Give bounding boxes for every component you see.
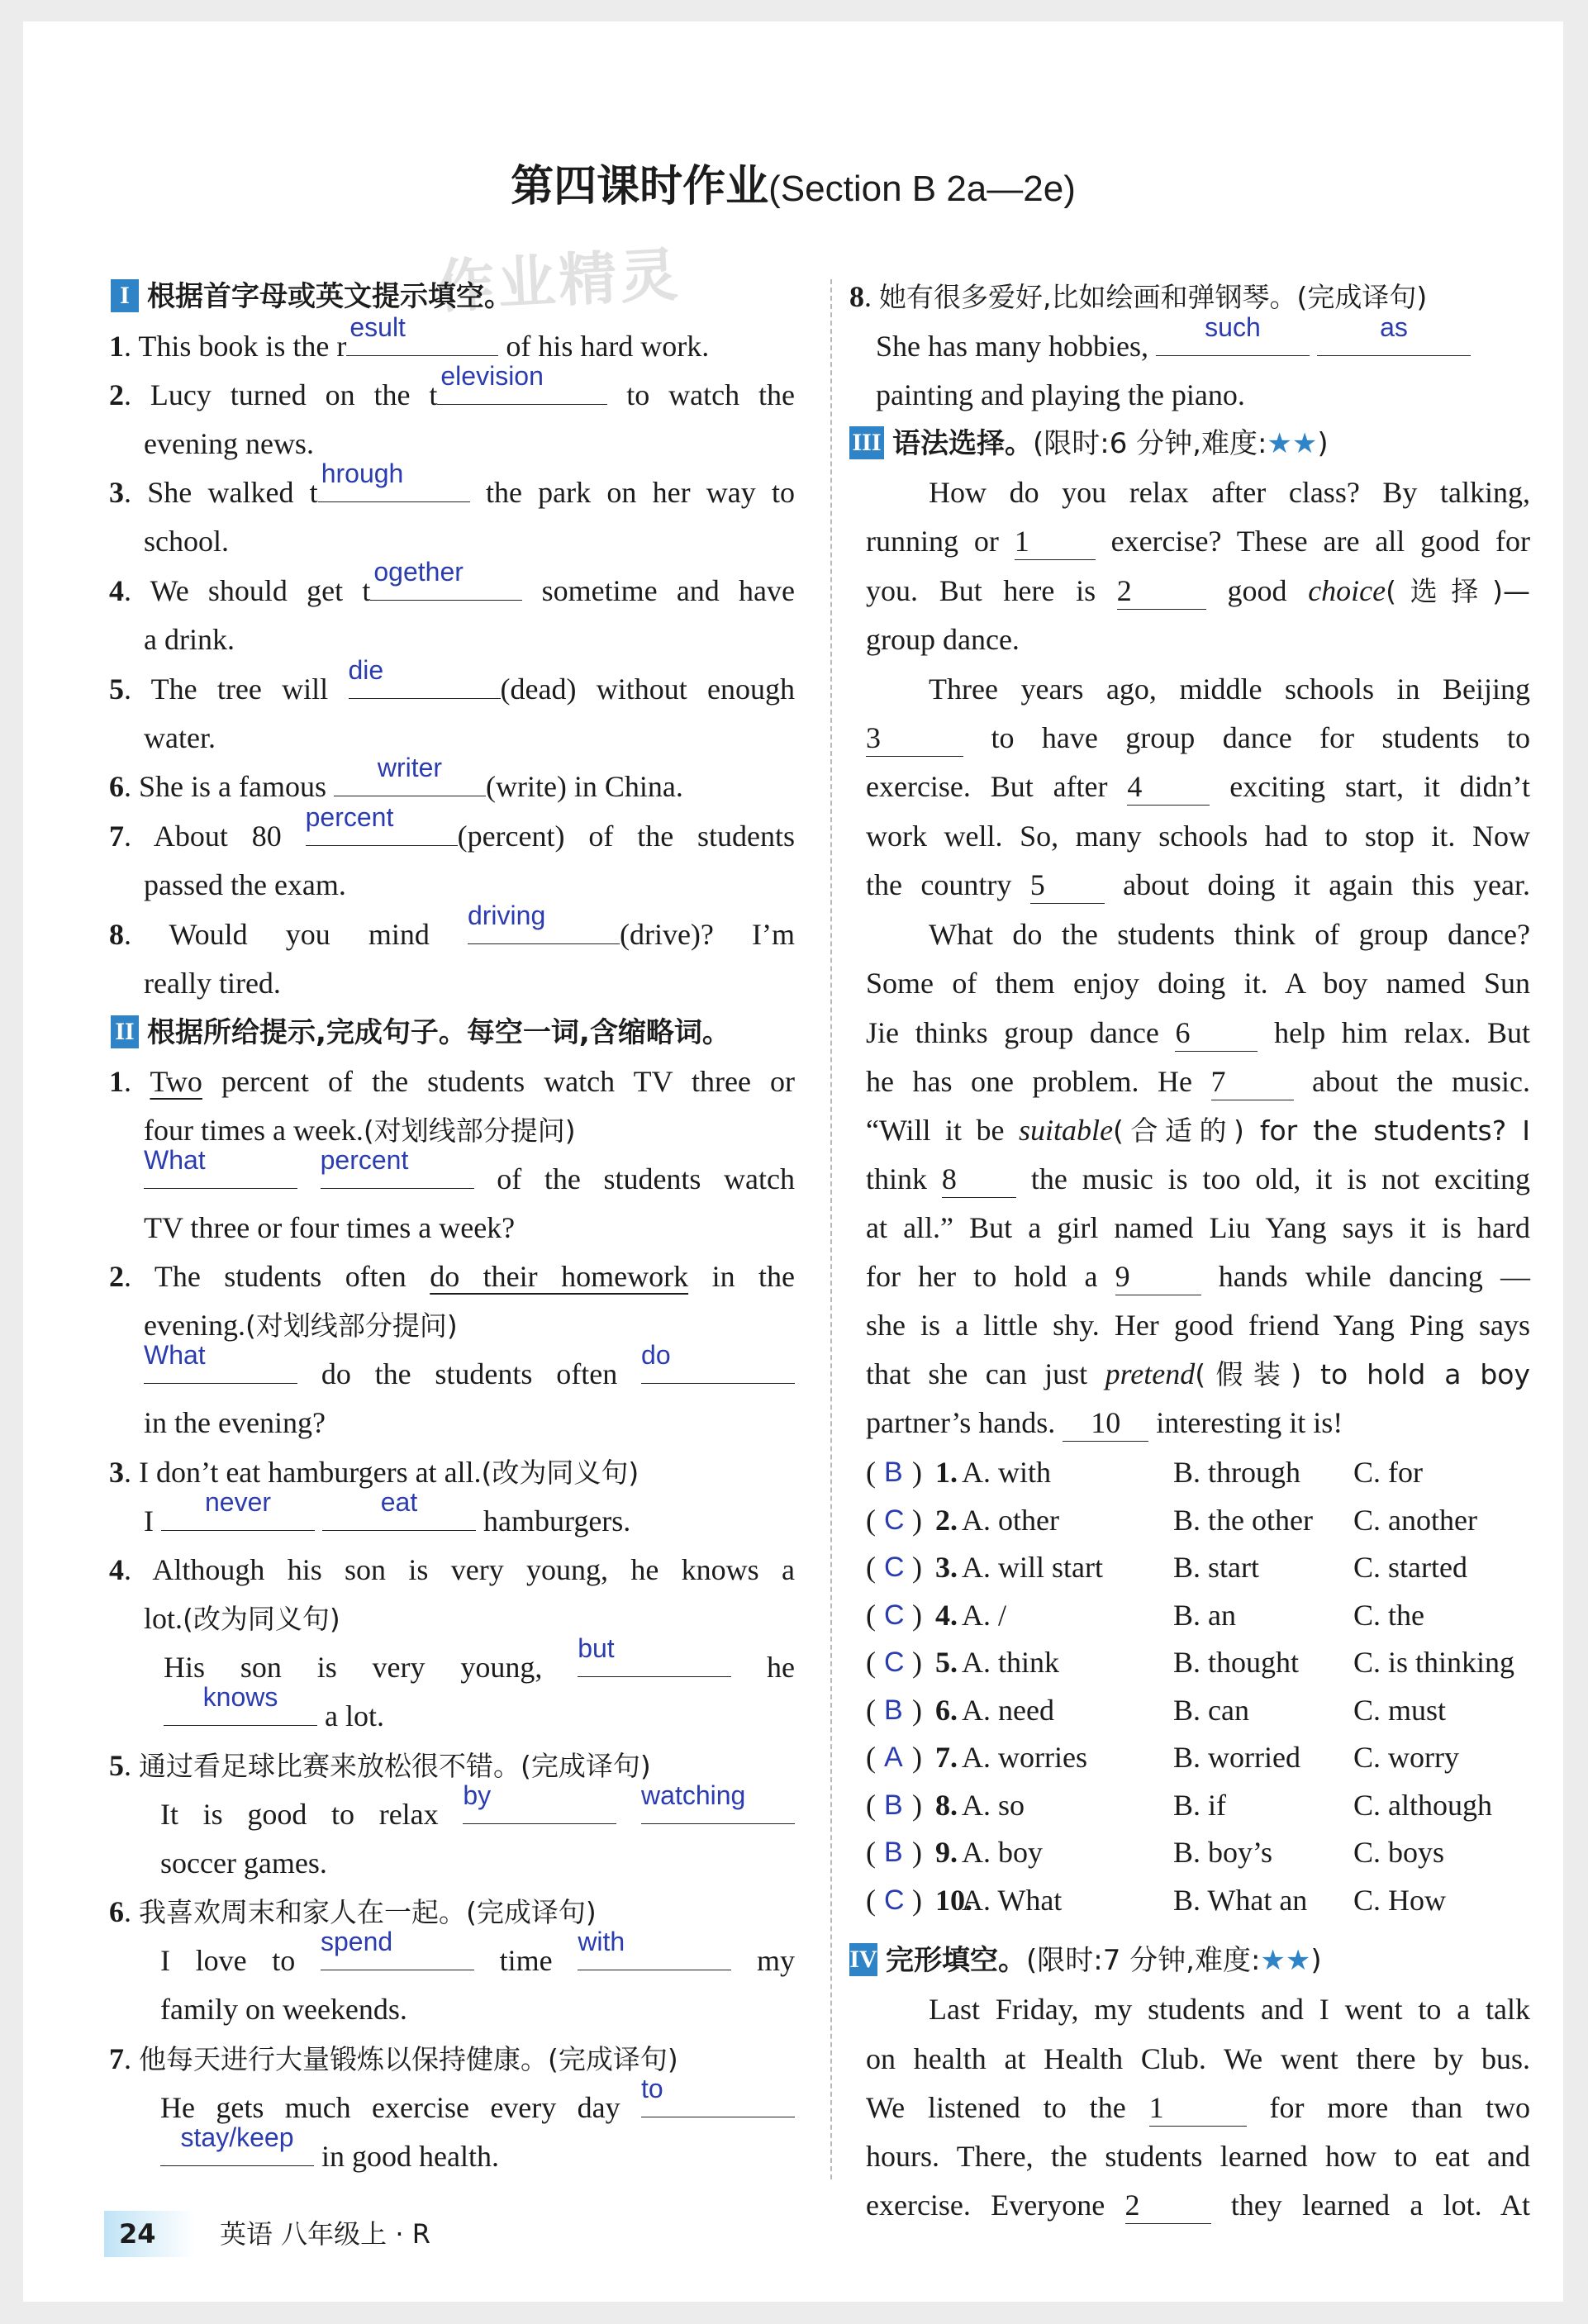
option-a[interactable]: A. think xyxy=(962,1646,1060,1679)
option-row xyxy=(866,1828,1530,1876)
paren-open: ( xyxy=(866,1456,876,1489)
paren-open: ( xyxy=(866,1741,876,1774)
passage-line: 3 to have group dance for students to xyxy=(866,714,1530,762)
passage-line: exercise. But after 4 exciting start, it didn’t xyxy=(866,763,1530,810)
passage-line: on health at Health Club. We went there by bus. xyxy=(866,2042,1530,2075)
option-a[interactable]: A. will start xyxy=(962,1551,1103,1584)
paren-close: ) xyxy=(912,1788,922,1822)
paren-close: ) xyxy=(912,1836,922,1869)
option-a[interactable]: A. / xyxy=(962,1598,1006,1632)
passage-line: work well. So, many schools had to stop it. Now xyxy=(866,820,1530,853)
answer-blank[interactable]: with xyxy=(578,1927,625,1956)
question-number: 7. xyxy=(935,1741,958,1774)
s1-q8: 8. Would you mind driving (drive)? I’m xyxy=(109,901,795,951)
blank-8: 8 xyxy=(942,1161,1016,1198)
option-c[interactable]: C. for xyxy=(1353,1456,1423,1489)
blank-2: 2 xyxy=(1117,573,1206,610)
passage-line: group dance. xyxy=(866,623,1020,656)
section-3-badge: III xyxy=(849,426,884,459)
option-c[interactable]: C. must xyxy=(1353,1693,1447,1727)
option-b[interactable]: B. thought xyxy=(1173,1646,1300,1679)
answer-blank[interactable]: esult xyxy=(349,312,406,342)
option-row xyxy=(866,1876,1530,1924)
s1-q2: 2. Lucy turned on the t elevision to watch the xyxy=(109,361,795,411)
question-number: 2. xyxy=(935,1503,958,1537)
blank-5: 5 xyxy=(1030,867,1105,904)
answer-blank[interactable]: elevision xyxy=(440,361,544,391)
paren-close: ) xyxy=(912,1598,922,1632)
passage-line: Jie thinks group dance 6 help him relax. But xyxy=(866,1009,1530,1057)
selected-answer[interactable]: B xyxy=(884,1694,903,1726)
blank-7: 7 xyxy=(1211,1063,1294,1100)
section-4-heading: IV 完形填空。(限时:7 分钟,难度:★★) xyxy=(849,1944,1322,1977)
option-row xyxy=(866,1591,1530,1639)
s2-q7-line3: stay/keep in good health. xyxy=(160,2132,499,2180)
s2-q8-line3: painting and playing the piano. xyxy=(876,378,1245,411)
paren-close: ) xyxy=(912,1741,922,1774)
s2-q4-line3: His son is very young, but he xyxy=(164,1633,796,1684)
paren-open: ( xyxy=(866,1598,876,1632)
s2-q2-line2: evening.(对划线部分提问) xyxy=(144,1309,458,1342)
answer-blank[interactable]: stay/keep xyxy=(180,2122,294,2152)
passage-line: running or 1 exercise? These are all good for xyxy=(866,517,1530,565)
s2-q7-line2: He gets much exercise every day to xyxy=(160,2084,795,2132)
option-row xyxy=(866,1733,1530,1781)
s1-q7-cont: passed the exam. xyxy=(144,868,346,901)
option-b[interactable]: B. boy’s xyxy=(1173,1836,1273,1869)
cloze-blank-1: 1 xyxy=(1149,2089,1247,2127)
option-b[interactable]: B. through xyxy=(1173,1456,1301,1489)
s2-q1-line3: What percent of the students watch xyxy=(144,1145,796,1195)
option-a[interactable]: A. boy xyxy=(962,1836,1043,1869)
s2-q8-line2: She has many hobbies, such as xyxy=(876,322,1471,370)
s1-q5-cont: water. xyxy=(144,721,216,754)
passage-line: “Will it be suitable(合适的) for the students? I xyxy=(866,1114,1530,1147)
paren-close: ) xyxy=(912,1503,922,1537)
passage-line: at all.” But a girl named Liu Yang says it is hard xyxy=(866,1211,1530,1244)
option-a[interactable]: A. other xyxy=(962,1503,1059,1537)
paren-close: ) xyxy=(912,1551,922,1584)
s2-q7: 7. 他每天进行大量锻炼以保持健康。(完成译句) xyxy=(109,2042,678,2075)
passage-line: he has one problem. He 7 about the music. xyxy=(866,1057,1530,1105)
s2-q5-line3: soccer games. xyxy=(160,1846,327,1880)
answer-blank[interactable]: What xyxy=(144,1340,206,1370)
answer-blank[interactable]: ogether xyxy=(373,557,464,587)
option-b[interactable]: B. can xyxy=(1173,1693,1249,1727)
answer-blank[interactable]: spend xyxy=(320,1927,393,1956)
option-a[interactable]: A. with xyxy=(962,1456,1051,1489)
passage-line: Some of them enjoy doing it. A boy named Sun xyxy=(866,967,1530,1000)
section-3-heading: III 语法选择。(限时:6 分钟,难度:★★) xyxy=(849,420,1329,468)
option-b[interactable]: B. start xyxy=(1173,1551,1259,1584)
answer-blank[interactable]: die xyxy=(348,655,384,685)
paren-close: ) xyxy=(912,1883,922,1917)
s2-q1: 1. Two percent of the students watch TV three or xyxy=(109,1065,795,1098)
paren-open: ( xyxy=(866,1883,876,1917)
paren-open: ( xyxy=(866,1551,876,1584)
option-c[interactable]: C. worry xyxy=(1353,1741,1459,1774)
title-main: 第四课时作业 xyxy=(511,162,769,211)
question-number: 9. xyxy=(935,1836,958,1869)
s1-q4: 4. We should get t ogether sometime and have xyxy=(109,557,795,607)
question-number: 3. xyxy=(935,1551,958,1584)
answer-blank[interactable]: driving xyxy=(467,901,546,930)
section-4-badge: IV xyxy=(849,1943,877,1976)
s2-q3-line2: I never eat hamburgers. xyxy=(144,1487,631,1537)
cloze-blank-2: 2 xyxy=(1125,2187,1211,2224)
option-a[interactable]: A. worries xyxy=(962,1741,1087,1774)
column-divider xyxy=(830,279,832,2179)
passage-line: think 8 the music is too old, it is not exciting xyxy=(866,1155,1530,1203)
s2-q2: 2. The students often do their homework in the xyxy=(109,1260,796,1293)
passage-line: the country 5 about doing it again this year. xyxy=(866,861,1530,909)
s2-q1-line2: four times a week.(对划线部分提问) xyxy=(144,1114,576,1147)
blank-6: 6 xyxy=(1175,1015,1258,1052)
option-c[interactable]: C. the xyxy=(1353,1598,1424,1632)
blank-9: 9 xyxy=(1115,1258,1201,1295)
option-b[interactable]: B. if xyxy=(1173,1788,1227,1822)
option-row xyxy=(866,1638,1530,1686)
passage-line: she is a little shy. Her good friend Yang Ping says xyxy=(866,1309,1530,1342)
s1-q7: 7. About 80 percent (percent) of the students xyxy=(109,802,796,853)
option-c[interactable]: C. started xyxy=(1353,1551,1467,1584)
option-row xyxy=(866,1781,1530,1829)
answer-blank[interactable]: to xyxy=(641,2074,663,2103)
selected-answer[interactable]: C xyxy=(884,1884,905,1916)
s1-q6: 6. She is a famous writer (write) in China. xyxy=(109,753,683,803)
paren-open: ( xyxy=(866,1836,876,1869)
passage-line: exercise. Everyone 2 they learned a lot. At xyxy=(866,2181,1530,2229)
blank-3: 3 xyxy=(866,720,963,757)
answer-blank[interactable]: percent xyxy=(320,1145,409,1175)
answer-blank[interactable]: eat xyxy=(380,1487,418,1517)
selected-answer[interactable]: C xyxy=(884,1647,905,1678)
s2-q2-line3: What do the students often do xyxy=(144,1350,795,1398)
selected-answer[interactable]: B xyxy=(884,1789,903,1821)
passage-line: hours. There, the students learned how to eat and xyxy=(866,2140,1530,2173)
passage-line: for her to hold a 9 hands while dancing — xyxy=(866,1252,1530,1300)
selected-answer[interactable]: C xyxy=(884,1504,905,1536)
difficulty-stars: ★★ xyxy=(1260,1944,1311,1977)
answer-blank[interactable]: such xyxy=(1205,312,1261,342)
title-sub: (Section B 2a—2e) xyxy=(768,169,1076,209)
option-b[interactable]: B. the other xyxy=(1173,1503,1313,1537)
s1-q8-cont: really tired. xyxy=(144,967,281,1000)
option-b[interactable]: B. an xyxy=(1173,1598,1236,1632)
option-c[interactable]: C. another xyxy=(1353,1503,1477,1537)
page-title xyxy=(23,157,1563,219)
answer-blank[interactable]: hrough xyxy=(321,459,404,488)
s1-q2-cont: evening news. xyxy=(144,427,314,460)
option-row xyxy=(866,1686,1530,1734)
question-number: 5. xyxy=(935,1646,958,1679)
page-number: 24 xyxy=(104,2211,195,2257)
paren-open: ( xyxy=(866,1503,876,1537)
option-row xyxy=(866,1543,1530,1591)
s2-q5: 5. 通过看足球比赛来放松很不错。(完成译句) xyxy=(109,1749,651,1782)
paren-close: ) xyxy=(912,1693,922,1727)
option-row xyxy=(866,1496,1530,1544)
question-number: 10. xyxy=(935,1883,972,1917)
blank-4: 4 xyxy=(1127,768,1210,806)
s2-q2-line4: in the evening? xyxy=(144,1406,326,1439)
section-1-heading: I 根据首字母或英文提示填空。 xyxy=(111,273,512,321)
s2-q5-line2: It is good to relax by watching xyxy=(160,1790,795,1838)
answer-blank[interactable]: do xyxy=(641,1340,671,1370)
passage-line: How do you relax after class? By talking, xyxy=(929,476,1530,509)
workbook-page xyxy=(23,21,1563,2302)
selected-answer[interactable]: C xyxy=(884,1552,905,1583)
watermark: 作业精灵 xyxy=(435,240,683,321)
answer-blank[interactable]: writer xyxy=(377,753,443,782)
passage-line: that she can just pretend(假装) to hold a boy xyxy=(866,1357,1530,1390)
s2-q4-line2: lot.(改为同义句) xyxy=(144,1602,340,1635)
s1-q3: 3. She walked t hrough the park on her way to xyxy=(109,459,796,509)
selected-answer[interactable]: B xyxy=(884,1837,903,1868)
s1-q4-cont: a drink. xyxy=(144,623,235,656)
question-number: 8. xyxy=(935,1788,958,1822)
answer-blank[interactable]: percent xyxy=(305,802,394,832)
s2-q1-line4: TV three or four times a week? xyxy=(144,1211,516,1244)
question-number: 6. xyxy=(935,1693,958,1727)
s2-q6: 6. 我喜欢周末和家人在一起。(完成译句) xyxy=(109,1895,597,1928)
question-number: 1. xyxy=(935,1456,958,1489)
passage-line: Last Friday, my students and I went to a talk xyxy=(929,1993,1530,2026)
paren-open: ( xyxy=(866,1788,876,1822)
answer-blank[interactable]: watching xyxy=(641,1780,746,1810)
selected-answer[interactable]: A xyxy=(884,1742,903,1773)
question-number: 4. xyxy=(935,1598,958,1632)
answer-blank[interactable]: knows xyxy=(202,1682,278,1712)
s2-q6-line2: I love to spend time with my xyxy=(160,1927,795,1977)
section-2-heading: II 根据所给提示,完成句子。每空一词,含缩略词。 xyxy=(111,1009,730,1057)
passage-line: Three years ago, middle schools in Beijing xyxy=(929,672,1530,706)
s1-q5: 5. The tree will die (dead) without enough xyxy=(109,655,796,706)
option-row xyxy=(866,1448,1530,1496)
s2-q6-line3: family on weekends. xyxy=(160,1993,407,2026)
page-footer xyxy=(104,2211,430,2257)
paren-close: ) xyxy=(912,1456,922,1489)
s1-q1: 1. This book is the r esult of his hard work. xyxy=(109,312,710,363)
option-c[interactable]: C. boys xyxy=(1353,1836,1445,1869)
answer-blank[interactable]: but xyxy=(578,1633,615,1663)
answer-blank[interactable]: never xyxy=(204,1487,272,1517)
paren-open: ( xyxy=(866,1646,876,1679)
s2-q3: 3. I don’t eat hamburgers at all.(改为同义句) xyxy=(109,1456,639,1489)
passage-line: you. But here is 2 good choice(选择)— xyxy=(866,567,1530,615)
selected-answer[interactable]: B xyxy=(884,1457,903,1488)
s1-q3-cont: school. xyxy=(144,525,229,558)
answer-blank[interactable]: as xyxy=(1380,312,1408,342)
option-c[interactable]: C. although xyxy=(1353,1788,1492,1822)
option-c[interactable]: C. is thinking xyxy=(1353,1646,1515,1679)
option-a[interactable]: A. need xyxy=(962,1693,1054,1727)
s2-q8: 8. 她有很多爱好,比如绘画和弹钢琴。(完成译句) xyxy=(849,280,1428,313)
passage-line: What do the students think of group dance? xyxy=(929,918,1530,951)
section-1-badge: I xyxy=(111,279,139,312)
option-c[interactable]: C. How xyxy=(1353,1883,1447,1917)
blank-1: 1 xyxy=(1015,523,1096,560)
option-b[interactable]: B. worried xyxy=(1173,1741,1300,1774)
answer-blank[interactable]: by xyxy=(463,1780,492,1810)
option-b[interactable]: B. What an xyxy=(1173,1883,1308,1917)
option-a[interactable]: A. so xyxy=(962,1788,1025,1822)
difficulty-stars: ★★ xyxy=(1267,427,1318,460)
section-2-badge: II xyxy=(111,1015,139,1048)
book-info: 英语 八年级上 · R xyxy=(220,2218,430,2250)
option-a[interactable]: A. What xyxy=(962,1883,1063,1917)
s2-q4-line4: knows a lot. xyxy=(164,1692,384,1740)
selected-answer[interactable]: C xyxy=(884,1599,905,1631)
paren-close: ) xyxy=(912,1646,922,1679)
passage-line: partner’s hands. 10 interesting it is! xyxy=(866,1399,1343,1447)
s2-q4: 4. Although his son is very young, he knows a xyxy=(109,1553,796,1586)
answer-blank[interactable]: What xyxy=(144,1145,206,1175)
paren-open: ( xyxy=(866,1693,876,1727)
passage-line: We listened to the 1 for more than two xyxy=(866,2084,1530,2132)
blank-10: 10 xyxy=(1063,1404,1148,1442)
